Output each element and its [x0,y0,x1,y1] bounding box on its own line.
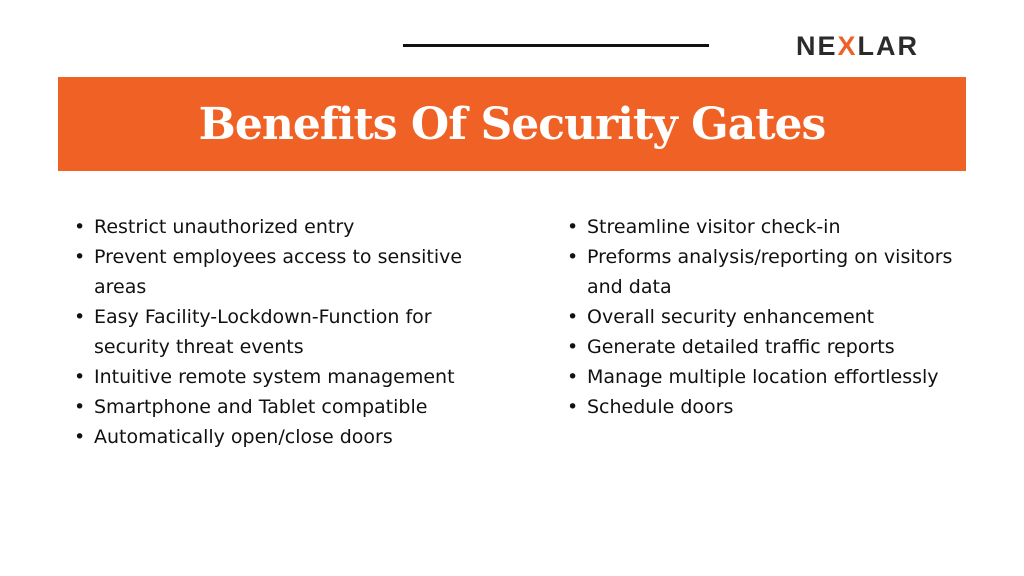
title-banner [58,77,966,171]
benefit-text: Intuitive remote system management [94,366,455,388]
benefit-item [567,362,957,392]
benefit-text: Manage multiple location effortlessly [587,366,939,388]
bullet-icon: • [567,336,579,358]
benefit-item [567,332,957,362]
bullet-icon: • [74,396,86,418]
nexlar-logo [796,31,919,61]
benefit-item [74,422,474,452]
decorative-rule [403,44,709,47]
benefit-text: Automatically open/close doors [94,426,393,448]
page-title: Benefits Of Security Gates [198,98,826,150]
benefit-item [74,362,474,392]
benefit-item [74,302,474,362]
bullet-icon: • [74,426,86,448]
benefit-text: Schedule doors [587,396,734,418]
benefit-item [567,302,957,332]
benefit-text: Overall security enhancement [587,306,875,328]
benefit-text: Streamline visitor check-in [587,216,841,238]
benefit-item [567,212,957,242]
benefit-text: Prevent employees access to sensitive areas [94,246,463,298]
bullet-icon: • [567,396,579,418]
bullet-icon: • [567,306,579,328]
benefits-list-right [567,212,957,422]
logo-accent-letter: X [837,31,858,61]
benefit-item [74,392,474,422]
logo-suffix: LAR [857,31,920,61]
benefit-text: Restrict unauthorized entry [94,216,355,238]
bullet-icon: • [74,246,86,268]
benefit-text: Easy Facility-Lockdown-Function for security threat events [94,306,432,358]
bullet-icon: • [74,366,86,388]
benefit-text: Generate detailed traffic reports [587,336,895,358]
bullet-icon: • [74,306,86,328]
bullet-icon: • [567,216,579,238]
benefit-item [567,392,957,422]
benefit-item [567,242,957,302]
benefits-list-left [74,212,474,452]
bullet-icon: • [567,366,579,388]
bullet-icon: • [74,216,86,238]
benefit-text: Preforms analysis/reporting on visitors and data [587,246,953,298]
bullet-icon: • [567,246,579,268]
benefit-item [74,212,474,242]
benefit-text: Smartphone and Tablet compatible [94,396,428,418]
logo-prefix: NE [796,31,838,61]
benefit-item [74,242,474,302]
